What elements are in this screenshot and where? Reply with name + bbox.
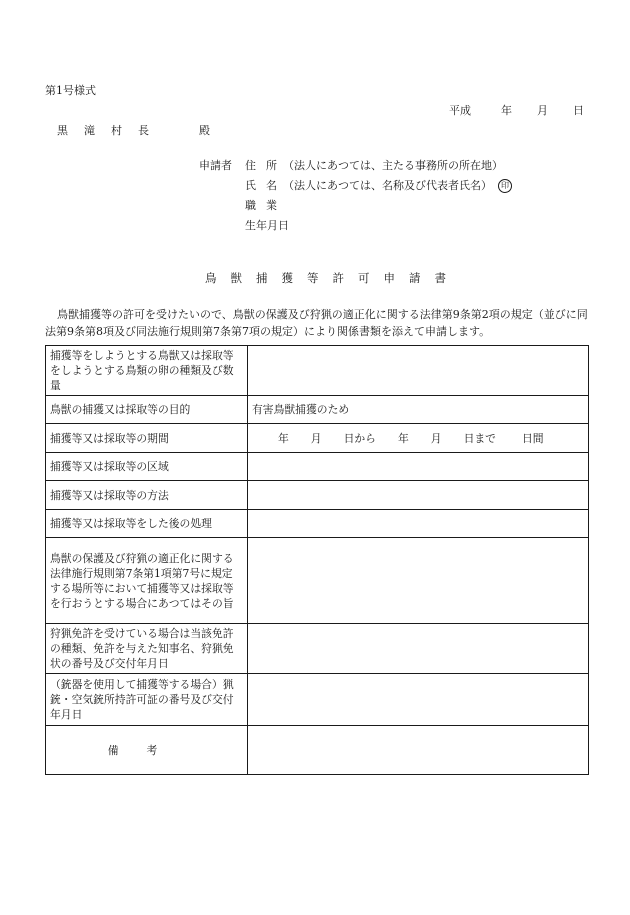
row-label-special-place: 鳥獣の保護及び狩猟の適正化に関する法律施行規則第7条第1項第7号に規定する場所等において捕獲等又は採取等を行おうとする場合にあつてはその旨 [46, 538, 248, 624]
period-end-year: 年 [397, 431, 409, 445]
row-label-period: 捕獲等又は採取等の期間 [46, 424, 248, 453]
row-value-species[interactable] [248, 346, 589, 396]
row-label-hunting-license: 狩猟免許を受けている場合は当該免許の種類、免許を与えた知事名、狩猟免状の番号及び交付年月日 [46, 624, 248, 674]
period-start-day: 日から [343, 431, 376, 445]
table-row [46, 510, 589, 538]
table-row [46, 453, 589, 481]
row-label-area: 捕獲等又は採取等の区域 [46, 453, 248, 481]
addressee [57, 124, 211, 138]
row-label-disposal: 捕獲等又は採取等をした後の処理 [46, 510, 248, 538]
addressee-honorific: 殿 [199, 124, 211, 137]
statement [45, 306, 590, 340]
addressee-name: 黒滝村長 [57, 124, 165, 137]
row-value-disposal[interactable] [248, 510, 589, 538]
birthdate-label: 生年月日 [245, 219, 289, 232]
period-end-month: 月 [430, 431, 442, 445]
row-value-method[interactable] [248, 481, 589, 510]
date-year: 年 [501, 104, 512, 117]
applicant-block [199, 159, 512, 239]
period-end-day: 日まで [463, 431, 496, 445]
table-row [46, 346, 589, 396]
form-number: 第1号様式 [45, 84, 96, 97]
table-row [46, 726, 589, 775]
row-value-hunting-license[interactable] [248, 624, 589, 674]
application-table [45, 345, 589, 775]
row-value-period[interactable] [248, 424, 589, 453]
remarks-label: 備考 [46, 726, 248, 775]
seal-icon: 印 [498, 179, 512, 193]
address-note: （法人にあつては、主たる事務所の所在地） [283, 159, 503, 172]
table-row [46, 424, 589, 453]
table-row [46, 624, 589, 674]
row-label-method: 捕獲等又は採取等の方法 [46, 481, 248, 510]
date-month: 月 [537, 104, 548, 117]
row-value-purpose[interactable]: 有害鳥獣捕獲のため [248, 396, 589, 424]
row-label-species: 捕獲等をしようとする鳥獣又は採取等をしようとする鳥類の卵の種類及び数量 [46, 346, 248, 396]
period-start-month: 月 [310, 431, 322, 445]
remarks-value[interactable] [248, 726, 589, 775]
name-label: 氏名 [245, 179, 287, 192]
applicant-heading: 申請者 [199, 159, 232, 172]
row-label-purpose: 鳥獣の捕獲又は採取等の目的 [46, 396, 248, 424]
row-value-firearm-permit[interactable] [248, 674, 589, 726]
table-row [46, 396, 589, 424]
table-row [46, 674, 589, 726]
row-value-special-place[interactable] [248, 538, 589, 624]
statement-text: 鳥獣捕獲等の許可を受けたいので、鳥獣の保護及び狩猟の適正化に関する法律第9条第2項の規定（並びに同法第9条第8項及び同法施行規則第7条第7項の規定）により関係書類を添えて申請します。 [45, 308, 588, 338]
occupation-label: 職業 [245, 199, 287, 212]
period-days: 日間 [521, 431, 544, 445]
address-label: 住所 [245, 159, 287, 172]
period-start-year: 年 [278, 431, 289, 445]
table-row [46, 481, 589, 510]
date-line [449, 104, 584, 118]
name-note: （法人にあつては、名称及び代表者氏名） [283, 179, 492, 192]
date-day: 日 [573, 104, 584, 117]
document-title: 鳥獣捕獲等許可申請書 [205, 271, 460, 285]
row-label-firearm-permit: （銃器を使用して捕獲等する場合）猟銃・空気銃所持許可証の番号及び交付年月日 [46, 674, 248, 726]
date-era: 平成 [449, 104, 471, 117]
table-row [46, 538, 589, 624]
row-value-area[interactable] [248, 453, 589, 481]
